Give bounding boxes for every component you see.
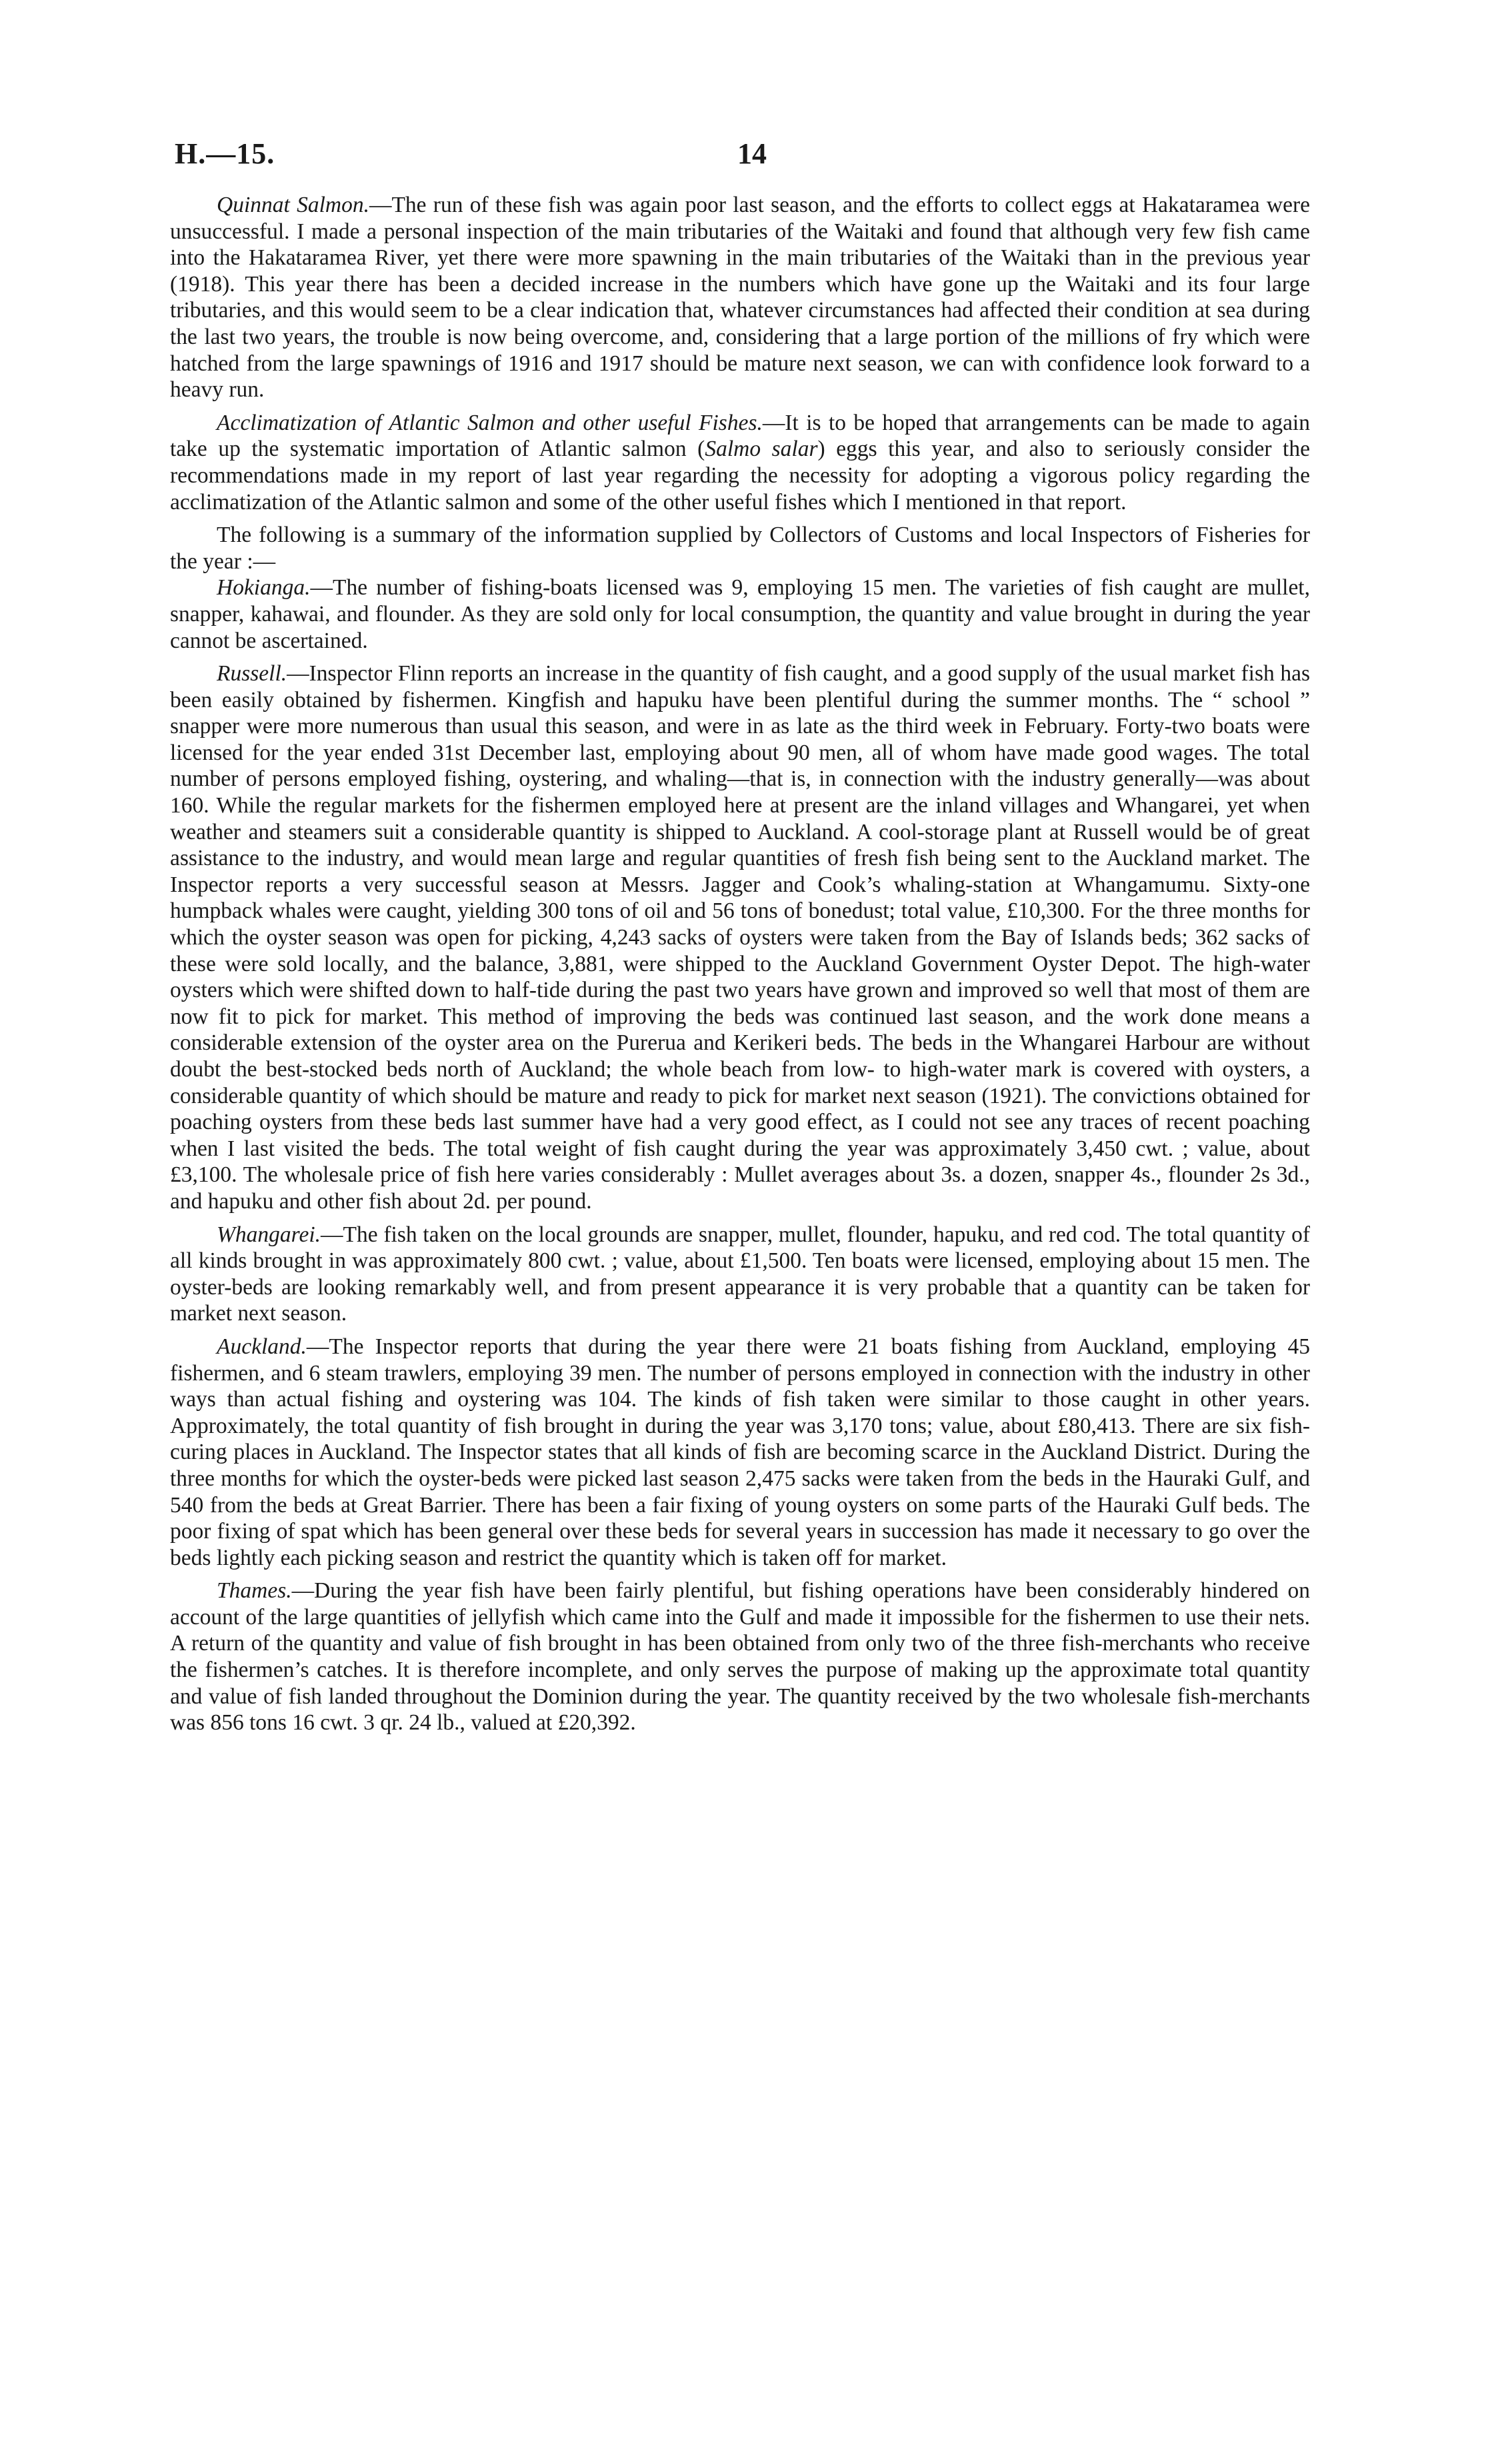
- paragraph-text: —It is to be hoped that arrangements can be made to again take up the systematic importation of Atlantic salmon (: [170, 410, 1310, 462]
- paragraph-auckland: [170, 1334, 1310, 1571]
- species-name: Salmo salar: [705, 437, 818, 462]
- paragraph-hokianga: [170, 575, 1310, 654]
- paragraph-russell: [170, 660, 1310, 1214]
- paragraph-text: —Inspector Flinn reports an increase in the quantity of fish caught, and a good supply of the usual market fish has been easily obtained by fishermen. Kingfish and hapuku have been plentiful during the summer months. The “ school ” snapper were more numerous than usual this season, and were in as late as the third week in February. Forty-two boats were licensed for the year ended 31st December last, employing about 90 men, all of whom have made good wages. The total number of persons employed fishing, oystering, and whaling—that is, in connection with the industry generally—was about 160. While the regular markets for the fishermen employed here at present are the inland villages and Whangarei, yet when weather and steamers suit a considerable quantity is shipped to Auckland. A cool-storage plant at Russell would be of great assistance to the industry, and would mean large and regular quantities of fresh fish being sent to the Auckland market. The Inspector reports a very successful season at Messrs. Jagger and Cook’s whaling-station at Whangamumu. Sixty-one humpback whales were caught, yielding 300 tons of oil and 56 tons of bonedust; total value, £10,300. For the three months for which the oyster season was open for picking, 4,243 sacks of oysters were taken from the Bay of Islands beds; 362 sacks of these were sold locally, and the balance, 3,881, were shipped to the Auckland Government Oyster Depot. The high-water oysters which were shifted down to half-tide during the past two years have grown and improved so well that most of them are now fit to pick for market. This method of improving the beds was continued last season, and the work done means a considerable extension of the oyster area on the Purerua and Kerikeri beds. The beds in the Whangarei Harbour are without doubt the best-stocked beds north of Auckland; the whole beach from low- to high-water mark is covered with oysters, a considerable quantity of which should be mature and ready to pick for market next season (1921). The convictions obtained for poaching oysters from these beds last summer have had a very good effect, as I could not see any traces of recent poaching when I last visited the beds. The total weight of fish caught during the year was approximately 3,450 cwt. ; value, about £3,100. The wholesale price of fish here varies considerably : Mullet averages about 3s. a dozen, snapper 4s., flounder 2s 3d., and hapuku and other fish about 2d. per pound.: [170, 661, 1310, 1214]
- paragraph-summary-intro: [170, 522, 1310, 575]
- section-heading-quinnat-salmon: Quinnat Salmon.: [217, 193, 369, 217]
- paragraph-text: The following is a summary of the information supplied by Collectors of Customs and local Inspectors of Fisheries for the year :—: [170, 523, 1310, 574]
- paragraph-text: —The fish taken on the local grounds are snapper, mullet, flounder, hapuku, and red cod. The total quantity of all kinds brought in was approximately 800 cwt. ; value, about £1,500. Ten boats were licensed, employing about 15 men. The oyster-beds are looking remarkably well, and from present appearance it is very probable that a quantity can be taken for market next season.: [170, 1222, 1310, 1326]
- paragraph-whangarei: [170, 1222, 1310, 1327]
- paragraph-text: ) eggs this year, and also to seriously consider the recommendations made in my report of last year regarding the necessity for adopting a vigorous policy regarding the acclimatization of the Atlantic salmon and some of the other useful fishes which I mentioned in that report.: [170, 437, 1310, 515]
- paragraph-thames: [170, 1578, 1310, 1736]
- paragraph-text: —During the year fish have been fairly plentiful, but fishing operations have been considerably hindered on account of the large quantities of jellyfish which came into the Gulf and made it impossible for the fishermen to use their nets. A return of the quantity and value of fish brought in has been obtained from only two of the three fish-merchants who receive the fishermen’s catches. It is therefore incomplete, and only serves the purpose of making up the approximate total quantity and value of fish landed throughout the Dominion during the year. The quantity received by the two wholesale fish-merchants was 856 tons 16 cwt. 3 qr. 24 lb., valued at £20,392.: [170, 1578, 1310, 1736]
- section-heading-acclimatization: Acclimatization of Atlantic Salmon and other useful Fishes.: [217, 410, 763, 435]
- document-code: H.—15.: [175, 137, 275, 170]
- section-heading-thames: Thames.: [217, 1578, 292, 1604]
- paragraph-quinnat-salmon: [170, 192, 1310, 403]
- paragraph-acclimatization: [170, 410, 1310, 515]
- page-header: [175, 137, 1329, 177]
- page-number: 14: [737, 137, 767, 170]
- section-heading-hokianga: Hokianga.: [217, 575, 311, 601]
- paragraph-text: —The Inspector reports that during the year there were 21 boats fishing from Auckland, employing 45 fishermen, and 6 steam trawlers, employing 39 men. The number of persons employed in connection with the industry in other ways than actual fishing and oystering was 104. The kinds of fish taken were similar to those caught in other years. Approximately, the total quantity of fish brought in during the year was 3,170 tons; value, about £80,413. There are six fish-curing places in Auckland. The Inspector states that all kinds of fish are becoming scarce in the Auckland District. During the three months for which the oyster-beds were picked last season 2,475 sacks were taken from the beds in the Hauraki Gulf, and 540 from the beds at Great Barrier. There has been a fair fixing of young oysters on some parts of the Hauraki Gulf beds. The poor fixing of spat which has been general over these beds for several years in succession has made it necessary to go over the beds lightly each picking season and restrict the quantity which is taken off for market.: [170, 1334, 1310, 1570]
- paragraph-text: —The run of these fish was again poor last season, and the efforts to collect eggs at Hakataramea were unsuccessful. I made a personal inspection of the main tributaries of the Waitaki and found that although very few fish came into the Hakataramea River, yet there were more spawning in the main tributaries of the Waitaki than in the previous year (1918). This year there has been a decided increase in the numbers which have gone up the Waitaki and its four large tributaries, and this would seem to be a clear indication that, whatever circumstances had affected their condition at sea during the last two years, the trouble is now being overcome, and, considering that a large portion of the millions of fry which were hatched from the large spawnings of 1916 and 1917 should be mature next season, we can with confidence look forward to a heavy run.: [170, 193, 1310, 403]
- section-heading-russell: Russell.: [217, 661, 287, 686]
- section-heading-whangarei: Whangarei.: [217, 1222, 321, 1247]
- paragraph-text: —The number of fishing-boats licensed was 9, employing 15 men. The varieties of fish caught are mullet, snapper, kahawai, and flounder. As they are sold only for local consumption, the quantity and value brought in during the year cannot be ascertained.: [170, 575, 1310, 653]
- section-heading-auckland: Auckland.: [217, 1334, 307, 1359]
- body-text: [170, 192, 1310, 1743]
